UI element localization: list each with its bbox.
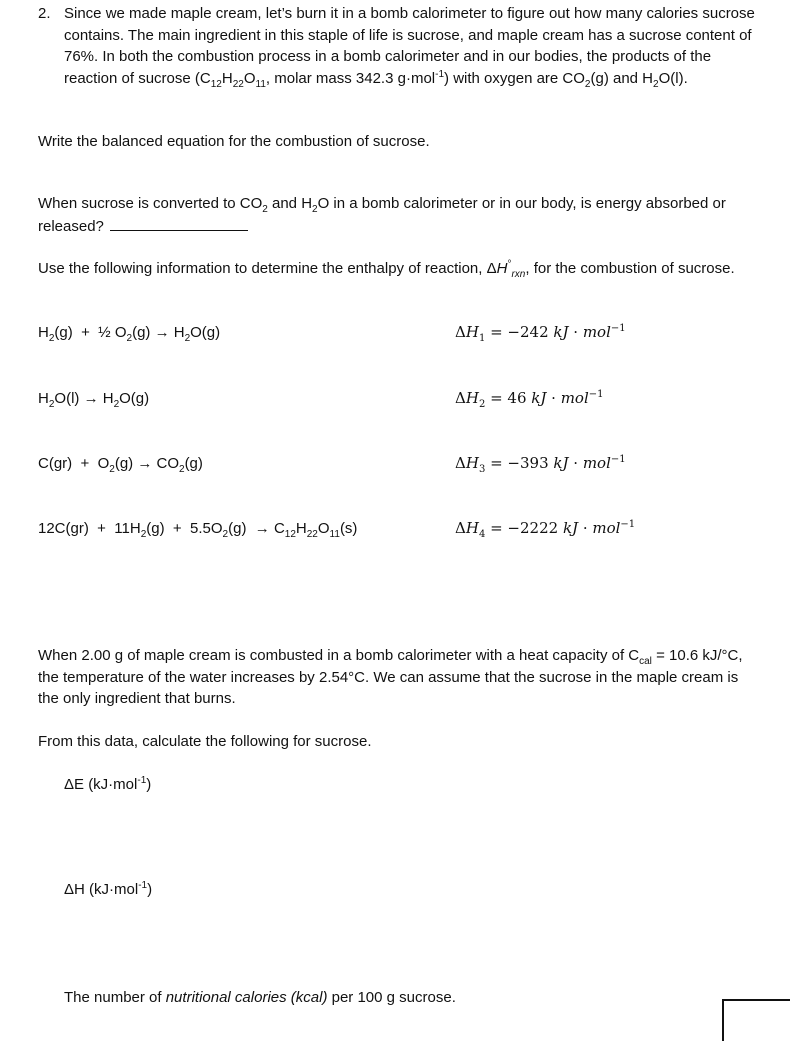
energy-question-text: When sucrose is converted to $CO_2$ and $H_2O$ in a bomb calorimeter or in our body, is energy absorbed or released? xyxy=(38,195,726,235)
calculate-prompt: From this data, calculate the following for sucrose. xyxy=(38,733,372,750)
enthalpy-instruction: Use the following information to determine the enthalpy of reaction, $\Delta H^\circ_{rxn}$, for the combustion of sucrose. xyxy=(38,259,735,280)
calories-label: The number of nutritional calories (kcal) per 100 g sucrose. xyxy=(64,989,456,1006)
reaction-1-equation: $H_2(g)$ + ½ $O_2(g) \to H_2O(g)$ xyxy=(38,324,221,344)
calorimeter-description: When 2.00 g of maple cream is combusted in a bomb calorimeter with a heat capacity of $C_{cal} = 10.6$ kJ/°C, the temperature of the water increases by 2.54°C. We can assume that the sucrose in the maple cream is the only ingredient that burns. xyxy=(38,647,743,707)
delta-e-label: ΔE (kJ·mol$^{-1}$) xyxy=(64,775,152,793)
balanced-equation-prompt: Write the balanced equation for the combustion of sucrose. xyxy=(38,133,430,150)
question-intro: Since we made maple cream, let’s burn it in a bomb calorimeter to figure out how many calories sucrose contains. The main ingredient in this staple of life is sucrose, and maple cream has a sucrose content of 76%. In both the combustion process in a bomb calorimeter and in our bodies, the products of the reaction of sucrose ($C_{12}H_{22}O_{11}$, molar mass 342.3 g·mol$^{-1}$) with oxygen are $CO_2(g)$ and $H_2O(l)$. xyxy=(64,5,755,90)
energy-question xyxy=(38,193,758,237)
reaction-3-equation: $C(gr) + O_2(g) \to CO_2(g)$ xyxy=(38,455,203,475)
question-number: 2. xyxy=(38,5,51,22)
reaction-2-equation: $H_2O(l) \to H_2O(g)$ xyxy=(38,390,150,410)
reaction-2-enthalpy: $\Delta H_2 = 46$ kJ · mol$^{-1}$ xyxy=(455,389,604,410)
reaction-1-enthalpy: $\Delta H_1 = -242$ kJ · mol$^{-1}$ xyxy=(455,323,626,344)
reaction-4-enthalpy: $\Delta H_4 = -2222$ kJ · mol$^{-1}$ xyxy=(455,519,636,540)
answer-blank[interactable] xyxy=(110,215,248,231)
answer-box-corner[interactable] xyxy=(722,999,790,1041)
delta-h-label: ΔH (kJ·mol$^{-1}$) xyxy=(64,880,153,898)
reaction-4-equation: $12C(gr) + 11H_2(g) + 5.5O_2(g) \to C_{12}H_{22}O_{11}(s)$ xyxy=(38,520,358,540)
reaction-3-enthalpy: $\Delta H_3 = -393$ kJ · mol$^{-1}$ xyxy=(455,454,626,475)
